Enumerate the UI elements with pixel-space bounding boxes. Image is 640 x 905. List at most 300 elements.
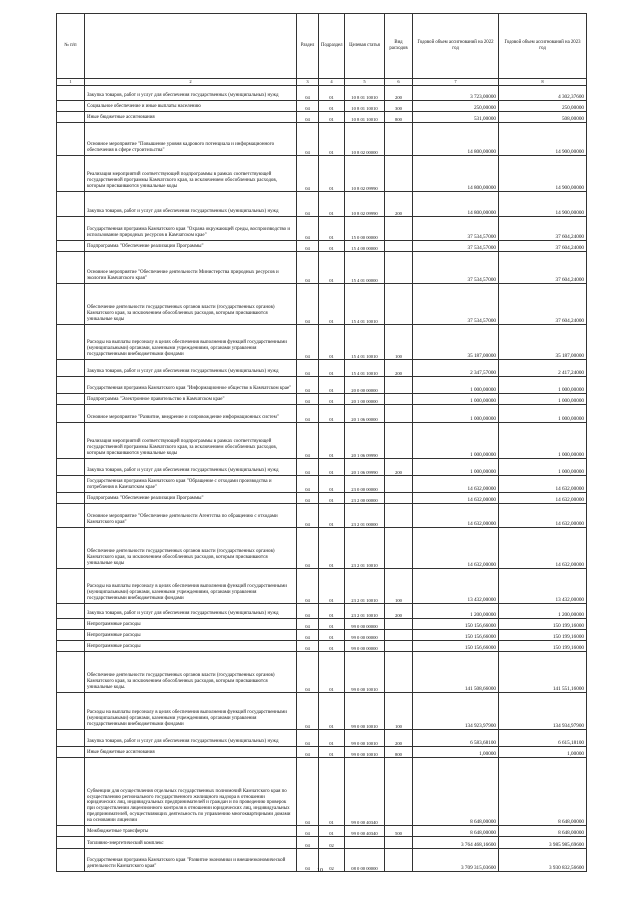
- target-article: 20 1 06 00000: [345, 405, 385, 423]
- section-code: 04: [297, 528, 319, 569]
- amount-2023: 150 199,16000: [499, 641, 587, 652]
- expense-name: Государственная программа Камчатского края "Охрана окружающей среды, воспроизводство и использование природных ресурсов в Камчатском крае": [85, 217, 297, 241]
- expense-name: Подпрограмма "Обеспечение реализации Программы": [85, 241, 297, 252]
- amount-2022: 1 000,00000: [413, 459, 499, 476]
- row-index: [57, 730, 85, 747]
- row-index: [57, 493, 85, 504]
- expense-type: [385, 528, 413, 569]
- expense-type: [385, 252, 413, 284]
- amount-2022: 35 187,00000: [413, 325, 499, 360]
- header-target: Целевая статья: [345, 14, 385, 79]
- amount-2023: 8 648,00000: [499, 758, 587, 826]
- column-number: 1: [57, 79, 85, 86]
- column-number: 3: [297, 79, 319, 86]
- section-code: 04: [297, 630, 319, 641]
- table-row: [57, 112, 587, 123]
- budget-sheet: [56, 13, 586, 872]
- expense-name: Социальное обеспечение и иные выплаты населению: [85, 101, 297, 112]
- expense-name: Подпрограмма "Электронное правительство в Камчатском крае": [85, 394, 297, 405]
- expense-name: Обеспечение деятельности государственных органов власти (государственных органов) Камчатского края, за исключением обособленных расходов, которым присваиваются уникальные коды: [85, 284, 297, 325]
- expense-name: Межбюджетные трансферты: [85, 826, 297, 837]
- expense-name: Непрограммные расходы: [85, 641, 297, 652]
- column-number: 8: [499, 79, 587, 86]
- expense-name: Государственная программа Камчатского края "Информационное общество в Камчатском крае": [85, 377, 297, 394]
- row-index: [57, 652, 85, 693]
- amount-2022: 37 534,57000: [413, 252, 499, 284]
- section-code: 04: [297, 641, 319, 652]
- section-code: 04: [297, 377, 319, 394]
- expense-type: [385, 630, 413, 641]
- expense-name: Подпрограмма "Обеспечение реализации Программы": [85, 493, 297, 504]
- expense-type: [385, 405, 413, 423]
- subsection-code: 01: [319, 192, 345, 217]
- amount-2022: 2 347,57000: [413, 360, 499, 377]
- section-code: 04: [297, 849, 319, 872]
- amount-2023: 35 187,00000: [499, 325, 587, 360]
- expense-name: Обеспечение деятельности государственных органов власти (государственных органов) Камчатского края, за исключением обособленных расходов, которым присваиваются уникальные коды.: [85, 652, 297, 693]
- table-row: [57, 569, 587, 604]
- expense-type: 200: [385, 192, 413, 217]
- amount-2022: 1 000,00000: [413, 423, 499, 459]
- subsection-code: 01: [319, 459, 345, 476]
- amount-2023: 4 302,37600: [499, 86, 587, 101]
- amount-2023: 14 900,00000: [499, 156, 587, 192]
- section-code: 04: [297, 730, 319, 747]
- expense-type: [385, 217, 413, 241]
- amount-2023: 150 199,16000: [499, 630, 587, 641]
- amount-2022: 13 432,00000: [413, 569, 499, 604]
- column-number: 5: [345, 79, 385, 86]
- target-article: 15 4 01 10010: [345, 360, 385, 377]
- subsection-code: 01: [319, 284, 345, 325]
- table-row: [57, 423, 587, 459]
- target-article: 20 1 06 09990: [345, 459, 385, 476]
- section-code: 04: [297, 423, 319, 459]
- expense-name: Закупка товаров, работ и услуг для обеспечения государственных (муниципальных) нужд: [85, 730, 297, 747]
- target-article: 99 0 00 10010: [345, 693, 385, 730]
- row-index: [57, 112, 85, 123]
- subsection-code: 01: [319, 86, 345, 101]
- expense-name: Реализация мероприятий соответствующей подпрограммы в рамках соответствующей государственной программы Камчатского края, за исключением обособленных расходов, которым присваиваются уникальные коды: [85, 423, 297, 459]
- amount-2022: 141 508,66000: [413, 652, 499, 693]
- table-body: [57, 86, 587, 872]
- row-index: [57, 758, 85, 826]
- subsection-code: 01: [319, 123, 345, 156]
- section-code: 04: [297, 217, 319, 241]
- amount-2023: 141 551,16000: [499, 652, 587, 693]
- amount-2022: 1 000,00000: [413, 405, 499, 423]
- subsection-code: 01: [319, 101, 345, 112]
- expense-name: Закупка товаров, работ и услуг для обеспечения государственных (муниципальных) нужд: [85, 360, 297, 377]
- section-code: 04: [297, 112, 319, 123]
- subsection-code: 01: [319, 504, 345, 528]
- amount-2022: 150 156,66000: [413, 619, 499, 630]
- expense-name: Основное мероприятие "Развитие, внедрение и сопровождение информационных систем": [85, 405, 297, 423]
- row-index: [57, 641, 85, 652]
- target-article: 08 0 00 00000: [345, 849, 385, 872]
- expense-type: [385, 758, 413, 826]
- amount-2023: 14 632,00000: [499, 504, 587, 528]
- section-code: 04: [297, 101, 319, 112]
- expense-type: 500: [385, 826, 413, 837]
- expense-type: [385, 123, 413, 156]
- amount-2023: 14 632,00000: [499, 493, 587, 504]
- row-index: [57, 394, 85, 405]
- amount-2023: 37 604,24000: [499, 217, 587, 241]
- expense-type: 100: [385, 693, 413, 730]
- section-code: 04: [297, 619, 319, 630]
- table-row: [57, 325, 587, 360]
- amount-2023: 1 000,00000: [499, 459, 587, 476]
- target-article: 99 0 00 10010: [345, 747, 385, 758]
- section-code: 04: [297, 837, 319, 849]
- expense-type: [385, 641, 413, 652]
- section-code: 04: [297, 693, 319, 730]
- target-article: 10 8 02 00000: [345, 123, 385, 156]
- table-row: [57, 394, 587, 405]
- subsection-code: 01: [319, 377, 345, 394]
- amount-2022: 8 648,00000: [413, 826, 499, 837]
- amount-2023: 3 930 832,56600: [499, 849, 587, 872]
- table-row: [57, 252, 587, 284]
- column-number: 6: [385, 79, 413, 86]
- table-row: [57, 758, 587, 826]
- expense-type: [385, 493, 413, 504]
- expense-name: Закупка товаров, работ и услуг для обеспечения государственных (муниципальных) нужд: [85, 86, 297, 101]
- amount-2022: 3 709 315,03600: [413, 849, 499, 872]
- amount-2022: 531,00000: [413, 112, 499, 123]
- table-row: [57, 493, 587, 504]
- expense-name: Непрограммные расходы: [85, 619, 297, 630]
- amount-2022: 14 800,00000: [413, 156, 499, 192]
- target-article: 15 4 01 00000: [345, 252, 385, 284]
- header-type: Вид расходов: [385, 14, 413, 79]
- expense-type: [385, 423, 413, 459]
- expense-name: Основное мероприятие "Обеспечение деятельности Министерства природных ресурсов и экологии Камчатского края": [85, 252, 297, 284]
- target-article: 99 0 00 40340: [345, 826, 385, 837]
- section-code: 04: [297, 241, 319, 252]
- expense-type: 200: [385, 604, 413, 619]
- amount-2022: 250,00000: [413, 101, 499, 112]
- table-row: [57, 101, 587, 112]
- amount-2022: 150 156,66000: [413, 630, 499, 641]
- amount-2022: 3 764 468,16600: [413, 837, 499, 849]
- row-index: [57, 217, 85, 241]
- amount-2023: 14 900,00000: [499, 123, 587, 156]
- row-index: [57, 156, 85, 192]
- amount-2022: 14 632,00000: [413, 493, 499, 504]
- row-index: [57, 284, 85, 325]
- table-row: [57, 652, 587, 693]
- amount-2022: 1 000,00000: [413, 377, 499, 394]
- expense-type: [385, 241, 413, 252]
- subsection-code: 01: [319, 619, 345, 630]
- expense-name: Реализация мероприятий соответствующей подпрограммы в рамках соответствующей государственной программы Камчатского края, за исключением обособленных расходов, которым присваиваются уникальные коды: [85, 156, 297, 192]
- row-index: [57, 123, 85, 156]
- expense-name: Иные бюджетные ассигнования: [85, 747, 297, 758]
- table-row: [57, 86, 587, 101]
- amount-2022: 37 534,57000: [413, 217, 499, 241]
- table-row: [57, 284, 587, 325]
- amount-2023: 1 000,00000: [499, 405, 587, 423]
- section-code: 04: [297, 826, 319, 837]
- amount-2022: 14 800,00000: [413, 123, 499, 156]
- target-article: 23 0 00 00000: [345, 476, 385, 493]
- subsection-code: 01: [319, 112, 345, 123]
- expense-type: 200: [385, 86, 413, 101]
- row-index: [57, 192, 85, 217]
- amount-2023: 14 632,00000: [499, 528, 587, 569]
- section-code: 04: [297, 284, 319, 325]
- expense-type: [385, 652, 413, 693]
- amount-2023: 134 934,97900: [499, 693, 587, 730]
- section-code: 04: [297, 758, 319, 826]
- amount-2023: 14 900,00000: [499, 192, 587, 217]
- header-2023: Годовой объем ассигнований на 2023 год: [499, 14, 587, 79]
- target-article: 20 1 06 09990: [345, 423, 385, 459]
- amount-2023: 8 648,00000: [499, 826, 587, 837]
- target-article: 15 4 01 10010: [345, 284, 385, 325]
- subsection-code: 01: [319, 217, 345, 241]
- target-article: [345, 837, 385, 849]
- row-index: [57, 325, 85, 360]
- column-number: 7: [413, 79, 499, 86]
- subsection-code: 01: [319, 630, 345, 641]
- section-code: 04: [297, 252, 319, 284]
- amount-2022: 1,00000: [413, 747, 499, 758]
- expense-name: Иные бюджетные ассигнования: [85, 112, 297, 123]
- amount-2022: 37 534,57000: [413, 284, 499, 325]
- subsection-code: 01: [319, 423, 345, 459]
- target-article: 99 0 00 00000: [345, 630, 385, 641]
- expense-type: [385, 377, 413, 394]
- page-number: 10: [317, 868, 323, 874]
- row-index: [57, 405, 85, 423]
- row-index: [57, 747, 85, 758]
- target-article: 10 8 02 09990: [345, 192, 385, 217]
- target-article: 10 8 01 10010: [345, 101, 385, 112]
- expense-type: 300: [385, 101, 413, 112]
- expense-type: 200: [385, 730, 413, 747]
- section-code: 04: [297, 747, 319, 758]
- expense-type: [385, 284, 413, 325]
- expense-name: Расходы на выплаты персоналу в целях обеспечения выполнения функций государственными (муниципальными) органами, казенными учреждениями, органами управления государственными внебюджетными фондами: [85, 569, 297, 604]
- target-article: 23 2 01 10010: [345, 569, 385, 604]
- table-row: [57, 377, 587, 394]
- section-code: 04: [297, 156, 319, 192]
- subsection-code: 01: [319, 325, 345, 360]
- table-row: [57, 747, 587, 758]
- amount-2023: 1,00000: [499, 747, 587, 758]
- amount-2023: 150 199,16000: [499, 619, 587, 630]
- target-article: 10 8 02 09990: [345, 156, 385, 192]
- table-row: [57, 604, 587, 619]
- table-row: [57, 619, 587, 630]
- row-index: [57, 504, 85, 528]
- target-article: 99 0 00 00000: [345, 641, 385, 652]
- subsection-code: 01: [319, 241, 345, 252]
- target-article: 23 2 01 10010: [345, 528, 385, 569]
- expense-type: [385, 156, 413, 192]
- expense-name: Закупка товаров, работ и услуг для обеспечения государственных (муниципальных) нужд: [85, 459, 297, 476]
- expense-type: 800: [385, 747, 413, 758]
- table-header: [57, 14, 587, 86]
- amount-2023: 1 000,00000: [499, 423, 587, 459]
- target-article: 99 0 00 10010: [345, 730, 385, 747]
- subsection-code: 01: [319, 493, 345, 504]
- row-index: [57, 528, 85, 569]
- header-subsection: Подраздел: [319, 14, 345, 79]
- section-code: 04: [297, 86, 319, 101]
- amount-2022: 1 200,00000: [413, 604, 499, 619]
- expense-type: [385, 837, 413, 849]
- subsection-code: 01: [319, 156, 345, 192]
- subsection-code: 01: [319, 652, 345, 693]
- section-code: 04: [297, 604, 319, 619]
- expense-name: Топливно-энергетический комплекс: [85, 837, 297, 849]
- target-article: 15 4 01 10010: [345, 325, 385, 360]
- subsection-code: 01: [319, 747, 345, 758]
- expense-type: [385, 476, 413, 493]
- target-article: 10 8 01 10010: [345, 86, 385, 101]
- section-code: 04: [297, 493, 319, 504]
- subsection-code: 01: [319, 476, 345, 493]
- row-index: [57, 101, 85, 112]
- amount-2022: 8 648,00000: [413, 758, 499, 826]
- amount-2023: 1 000,00000: [499, 377, 587, 394]
- table-row: [57, 730, 587, 747]
- table-row: [57, 459, 587, 476]
- subsection-code: 02: [319, 837, 345, 849]
- target-article: 15 0 00 00000: [345, 217, 385, 241]
- expense-name: Обеспечение деятельности государственных органов власти (государственных органов) Камчатского края, за исключением обособленных расходов, которым присваиваются уникальные коды: [85, 528, 297, 569]
- row-index: [57, 86, 85, 101]
- expense-type: [385, 619, 413, 630]
- subsection-code: 01: [319, 394, 345, 405]
- row-index: [57, 837, 85, 849]
- expense-name: Субвенции для осуществления отдельных государственных полномочий Камчатского края по осуществлению регионального государственного жилищного надзора в отношении юридических лиц, индивидуальных предпринимателей и граждан и по проведению проверок при осуществлении лицензионного контроля в отношении юридических лиц, индивидуальных предпринимателей, осуществляющих деятельность по управлению многоквартирными домами на основании лицензии: [85, 758, 297, 826]
- table-row: [57, 241, 587, 252]
- table-row: [57, 504, 587, 528]
- row-index: [57, 241, 85, 252]
- amount-2022: 14 632,00000: [413, 504, 499, 528]
- target-article: 23 2 00 00000: [345, 493, 385, 504]
- target-article: 15 4 00 00000: [345, 241, 385, 252]
- amount-2023: 37 604,24000: [499, 284, 587, 325]
- amount-2023: 37 604,24000: [499, 241, 587, 252]
- table-row: [57, 826, 587, 837]
- expense-name: Закупка товаров, работ и услуг для обеспечения государственных (муниципальных) нужд: [85, 604, 297, 619]
- row-index: [57, 619, 85, 630]
- amount-2022: 14 800,00000: [413, 192, 499, 217]
- row-index: [57, 360, 85, 377]
- header-2022: Годовой объем ассигнований на 2022 год: [413, 14, 499, 79]
- table-row: [57, 360, 587, 377]
- row-index: [57, 459, 85, 476]
- subsection-code: 01: [319, 528, 345, 569]
- table-row: [57, 405, 587, 423]
- subsection-code: 01: [319, 569, 345, 604]
- section-code: 04: [297, 459, 319, 476]
- amount-2022: 14 632,00000: [413, 476, 499, 493]
- expense-name: Основное мероприятие "Повышение уровня кадрового потенциала и информационного обеспечения в сфере строительства": [85, 123, 297, 156]
- subsection-code: 01: [319, 252, 345, 284]
- section-code: 04: [297, 476, 319, 493]
- subsection-code: 01: [319, 405, 345, 423]
- row-index: [57, 377, 85, 394]
- expense-name: Государственная программа Камчатского края "Обращение с отходами производства и потребления в Камчатском крае": [85, 476, 297, 493]
- subsection-code: 02: [319, 849, 345, 872]
- section-code: 04: [297, 123, 319, 156]
- column-number: 4: [319, 79, 345, 86]
- row-index: [57, 423, 85, 459]
- table-row: [57, 641, 587, 652]
- subsection-code: 01: [319, 604, 345, 619]
- row-index: [57, 476, 85, 493]
- target-article: 99 0 00 40340: [345, 758, 385, 826]
- amount-2022: 37 534,57000: [413, 241, 499, 252]
- table-row: [57, 693, 587, 730]
- table-row: [57, 123, 587, 156]
- table-row: [57, 192, 587, 217]
- table-row: [57, 476, 587, 493]
- table-row: [57, 156, 587, 192]
- amount-2022: 150 156,66000: [413, 641, 499, 652]
- table-row: [57, 630, 587, 641]
- amount-2022: 6 583,68100: [413, 730, 499, 747]
- expense-name: Основное мероприятие "Обеспечение деятельности Агентства по обращению с отходами Камчатского края": [85, 504, 297, 528]
- amount-2023: 1 000,00000: [499, 394, 587, 405]
- target-article: 23 2 01 10010: [345, 604, 385, 619]
- amount-2023: 1 200,00000: [499, 604, 587, 619]
- expense-type: 800: [385, 112, 413, 123]
- expense-type: [385, 504, 413, 528]
- row-index: [57, 630, 85, 641]
- amount-2023: 37 604,24000: [499, 252, 587, 284]
- amount-2023: 250,00000: [499, 101, 587, 112]
- amount-2022: 134 923,97900: [413, 693, 499, 730]
- subsection-code: 01: [319, 360, 345, 377]
- expense-name: Закупка товаров, работ и услуг для обеспечения государственных (муниципальных) нужд: [85, 192, 297, 217]
- header-idx: № п/п: [57, 14, 85, 79]
- row-index: [57, 569, 85, 604]
- target-article: 20 1 00 00000: [345, 394, 385, 405]
- amount-2023: 3 985 985,69600: [499, 837, 587, 849]
- amount-2023: 508,00000: [499, 112, 587, 123]
- column-number: 2: [85, 79, 297, 86]
- amount-2023: 14 632,00000: [499, 476, 587, 493]
- expense-type: [385, 394, 413, 405]
- row-index: [57, 252, 85, 284]
- row-index: [57, 693, 85, 730]
- section-code: 04: [297, 504, 319, 528]
- header-name: [85, 14, 297, 79]
- expense-name: Расходы на выплаты персоналу в целях обеспечения выполнения функций государственными (муниципальными) органами, казенными учреждениями, органами управления государственными внебюджетными фондами: [85, 693, 297, 730]
- target-article: 23 2 01 00000: [345, 504, 385, 528]
- table-row: [57, 217, 587, 241]
- row-index: [57, 604, 85, 619]
- amount-2023: 2 417,24000: [499, 360, 587, 377]
- expense-type: 200: [385, 360, 413, 377]
- target-article: 20 0 00 00000: [345, 377, 385, 394]
- section-code: 04: [297, 360, 319, 377]
- target-article: 99 0 00 10010: [345, 652, 385, 693]
- expense-type: 200: [385, 459, 413, 476]
- amount-2022: 1 000,00000: [413, 394, 499, 405]
- section-code: 04: [297, 192, 319, 217]
- subsection-code: 01: [319, 641, 345, 652]
- amount-2022: 3 723,00000: [413, 86, 499, 101]
